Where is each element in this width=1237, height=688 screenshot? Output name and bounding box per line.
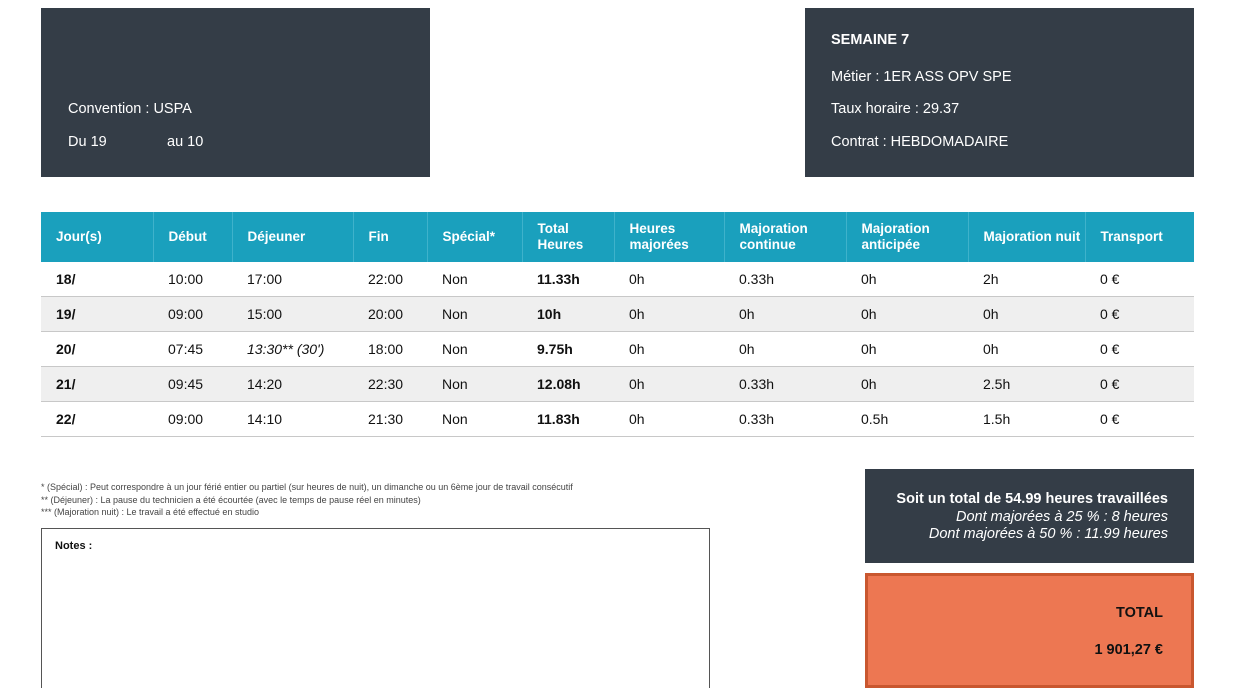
cell-heures-majorees: 0h xyxy=(614,367,724,402)
cell-majoration-nuit: 2h xyxy=(968,262,1085,297)
cell-total-heures: 11.33h xyxy=(522,262,614,297)
cell-total-heures: 12.08h xyxy=(522,367,614,402)
cell-transport: 0 € xyxy=(1085,367,1194,402)
cell-heures-majorees: 0h xyxy=(614,402,724,437)
col-header-special: Spécial* xyxy=(427,212,522,262)
col-header-majoration-continue: Majoration continue xyxy=(724,212,846,262)
cell-jour: 19/ xyxy=(41,297,153,332)
cell-transport: 0 € xyxy=(1085,402,1194,437)
cell-dejeuner: 14:10 xyxy=(232,402,353,437)
cell-special: Non xyxy=(427,402,522,437)
cell-special: Non xyxy=(427,297,522,332)
cell-majoration-continue: 0.33h xyxy=(724,367,846,402)
cell-fin: 18:00 xyxy=(353,332,427,367)
cell-jour: 21/ xyxy=(41,367,153,402)
table-row xyxy=(41,367,1194,402)
taux-horaire-text: Taux horaire : 29.37 xyxy=(831,101,960,117)
cell-majoration-nuit: 1.5h xyxy=(968,402,1085,437)
cell-debut: 10:00 xyxy=(153,262,232,297)
cell-transport: 0 € xyxy=(1085,332,1194,367)
cell-fin: 21:30 xyxy=(353,402,427,437)
footnotes xyxy=(41,481,573,519)
notes-area[interactable] xyxy=(41,528,710,688)
total-amount: 1 901,27 € xyxy=(1094,642,1163,658)
cell-majoration-nuit: 0h xyxy=(968,332,1085,367)
table-header-row xyxy=(41,212,1194,262)
col-header-jours: Jour(s) xyxy=(41,212,153,262)
table-row xyxy=(41,332,1194,367)
cell-fin: 22:30 xyxy=(353,367,427,402)
cell-jour: 22/ xyxy=(41,402,153,437)
cell-heures-majorees: 0h xyxy=(614,332,724,367)
contrat-text: Contrat : HEBDOMADAIRE xyxy=(831,134,1009,150)
table-row xyxy=(41,297,1194,332)
cell-debut: 09:00 xyxy=(153,297,232,332)
footnote-dejeuner: ** (Déjeuner) : La pause du technicien a été écourtée (avec le temps de pause réel en minutes) xyxy=(41,494,421,505)
cell-special: Non xyxy=(427,262,522,297)
footnote-special: * (Spécial) : Peut correspondre à un jour férié entier ou partiel (sur heures de nuit), un dimanche ou un 6ème jour de travail consécutif xyxy=(41,482,573,492)
majorees-25-line: Dont majorées à 25 % : 8 heures xyxy=(956,509,1168,525)
cell-majoration-anticipee: 0h xyxy=(846,367,968,402)
cell-dejeuner: 17:00 xyxy=(232,262,353,297)
cell-dejeuner: 13:30** (30') xyxy=(232,332,353,367)
cell-heures-majorees: 0h xyxy=(614,297,724,332)
cell-total-heures: 11.83h xyxy=(522,402,614,437)
cell-dejeuner: 14:20 xyxy=(232,367,353,402)
notes-label: Notes : xyxy=(55,540,93,552)
cell-majoration-continue: 0.33h xyxy=(724,262,846,297)
cell-transport: 0 € xyxy=(1085,297,1194,332)
period-to-text: au 10 xyxy=(167,134,204,150)
col-header-total-heures: Total Heures xyxy=(522,212,614,262)
col-header-transport: Transport xyxy=(1085,212,1194,262)
convention-text: Convention : USPA xyxy=(68,101,192,117)
cell-majoration-continue: 0h xyxy=(724,332,846,367)
week-info-panel xyxy=(805,8,1194,177)
footnote-majoration-nuit: *** (Majoration nuit) : Le travail a été effectué en studio xyxy=(41,507,259,517)
col-header-majoration-nuit: Majoration nuit xyxy=(968,212,1085,262)
table-row xyxy=(41,262,1194,297)
cell-total-heures: 10h xyxy=(522,297,614,332)
col-header-fin: Fin xyxy=(353,212,427,262)
cell-special: Non xyxy=(427,332,522,367)
col-header-dejeuner: Déjeuner xyxy=(232,212,353,262)
cell-dejeuner: 15:00 xyxy=(232,297,353,332)
cell-transport: 0 € xyxy=(1085,262,1194,297)
cell-majoration-anticipee: 0.5h xyxy=(846,402,968,437)
hours-summary-panel xyxy=(865,469,1194,563)
cell-majoration-nuit: 0h xyxy=(968,297,1085,332)
cell-debut: 09:45 xyxy=(153,367,232,402)
cell-heures-majorees: 0h xyxy=(614,262,724,297)
table-row xyxy=(41,402,1194,437)
cell-majoration-anticipee: 0h xyxy=(846,332,968,367)
cell-jour: 18/ xyxy=(41,262,153,297)
employee-info-panel xyxy=(41,8,430,177)
cell-total-heures: 9.75h xyxy=(522,332,614,367)
col-header-debut: Début xyxy=(153,212,232,262)
cell-majoration-anticipee: 0h xyxy=(846,297,968,332)
hours-table xyxy=(41,212,1194,437)
period-from-text: Du 19 xyxy=(68,134,107,150)
cell-majoration-continue: 0.33h xyxy=(724,402,846,437)
total-hours-line: Soit un total de 54.99 heures travaillées xyxy=(896,491,1168,507)
week-title: SEMAINE 7 xyxy=(831,32,910,48)
cell-debut: 09:00 xyxy=(153,402,232,437)
cell-jour: 20/ xyxy=(41,332,153,367)
cell-majoration-anticipee: 0h xyxy=(846,262,968,297)
cell-fin: 22:00 xyxy=(353,262,427,297)
cell-majoration-nuit: 2.5h xyxy=(968,367,1085,402)
cell-debut: 07:45 xyxy=(153,332,232,367)
col-header-heures-majorees: Heures majorées xyxy=(614,212,724,262)
cell-special: Non xyxy=(427,367,522,402)
total-box xyxy=(865,573,1194,688)
cell-majoration-continue: 0h xyxy=(724,297,846,332)
col-header-majoration-anticipee: Majoration anticipée xyxy=(846,212,968,262)
total-label: TOTAL xyxy=(1116,605,1163,621)
cell-fin: 20:00 xyxy=(353,297,427,332)
metier-text: Métier : 1ER ASS OPV SPE xyxy=(831,69,1012,85)
majorees-50-line: Dont majorées à 50 % : 11.99 heures xyxy=(928,526,1168,542)
